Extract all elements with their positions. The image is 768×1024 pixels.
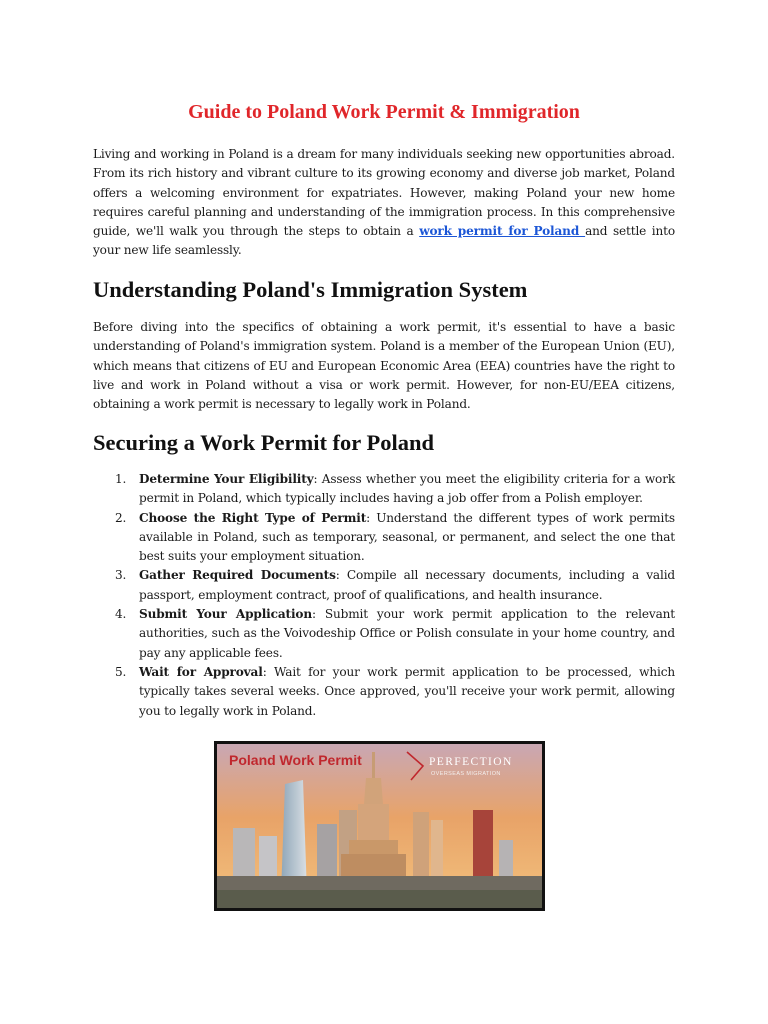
steps-list [93,470,675,721]
intro-paragraph [93,145,675,261]
immigration-system-paragraph: Before diving into the specifics of obtaining a work permit, it's essential to have a basic understanding of Poland's immigration system. Poland is a member of the European Union (EU), which means that citizens of EU and European Economic Area (EEA) countries have the right to live and work in Poland without a visa or work permit. However, for non-EU/EEA citizens, obtaining a work permit is necessary to legally work in Poland. [93,320,675,412]
banner-title: Poland Work Permit [229,752,362,768]
step-label: Submit Your Application [139,607,312,622]
list-item [93,605,675,663]
skyline-illustration [217,744,542,908]
list-item [93,566,675,605]
step-text: : Compile all necessary documents, including a valid passport, employment contract, proof of qualifications, and health insurance. [139,568,676,602]
step-number: 3. [115,568,127,583]
list-item [93,509,675,567]
work-permit-link[interactable]: work permit for Poland [419,224,586,239]
list-item [93,470,675,509]
step-text: : Wait for your work permit application to be processed, which typically takes several weeks. Once approved, you'll receive your work permit, allowing you to legally work in Poland. [139,664,676,718]
intro-text: Living and working in Poland is a dream for many individuals seeking new opportunities abroad. From its rich history and vibrant culture to its growing economy and diverse job market, Poland offers a welcoming environment for expatriates. However, making Poland your new home requires careful planning and understanding of the immigration process. In this comprehensive guide, we'll walk you through the steps to obtain a [93,147,675,239]
list-item [93,663,675,721]
step-label: Determine Your Eligibility [139,472,314,486]
step-label: Wait for Approval [139,664,263,679]
section-heading-work-permit: Securing a Work Permit for Poland [93,430,435,455]
step-text: : Submit your work permit application to the relevant authorities, such as the Voivodeship Office or Polish consulate in your home country, and pay any applicable fees. [139,607,675,660]
document-title: Guide to Poland Work Permit & Immigration [188,101,580,123]
section-heading-immigration-system: Understanding Poland's Immigration System [93,277,528,302]
step-number: 5. [115,664,127,679]
step-number: 4. [115,607,127,622]
step-text: : Understand the different types of work permits available in Poland, such as temporary, seasonal, or permanent, and select the one that best suits your employment situation. [139,510,675,564]
step-number: 1. [115,472,127,486]
brand-name: PERFECTION [429,756,513,768]
brand-tagline: OVERSEAS MIGRATION [431,771,501,777]
step-label: Gather Required Documents [139,568,336,583]
step-number: 2. [115,510,127,525]
step-label: Choose the Right Type of Permit [139,510,367,525]
intro-text-end: and settle into your new life seamlessly. [93,224,675,258]
step-text: : Assess whether you meet the eligibility criteria for a work permit in Poland, which typically includes having a job offer from a Polish employer. [139,472,675,506]
warsaw-skyline-image [214,741,545,911]
